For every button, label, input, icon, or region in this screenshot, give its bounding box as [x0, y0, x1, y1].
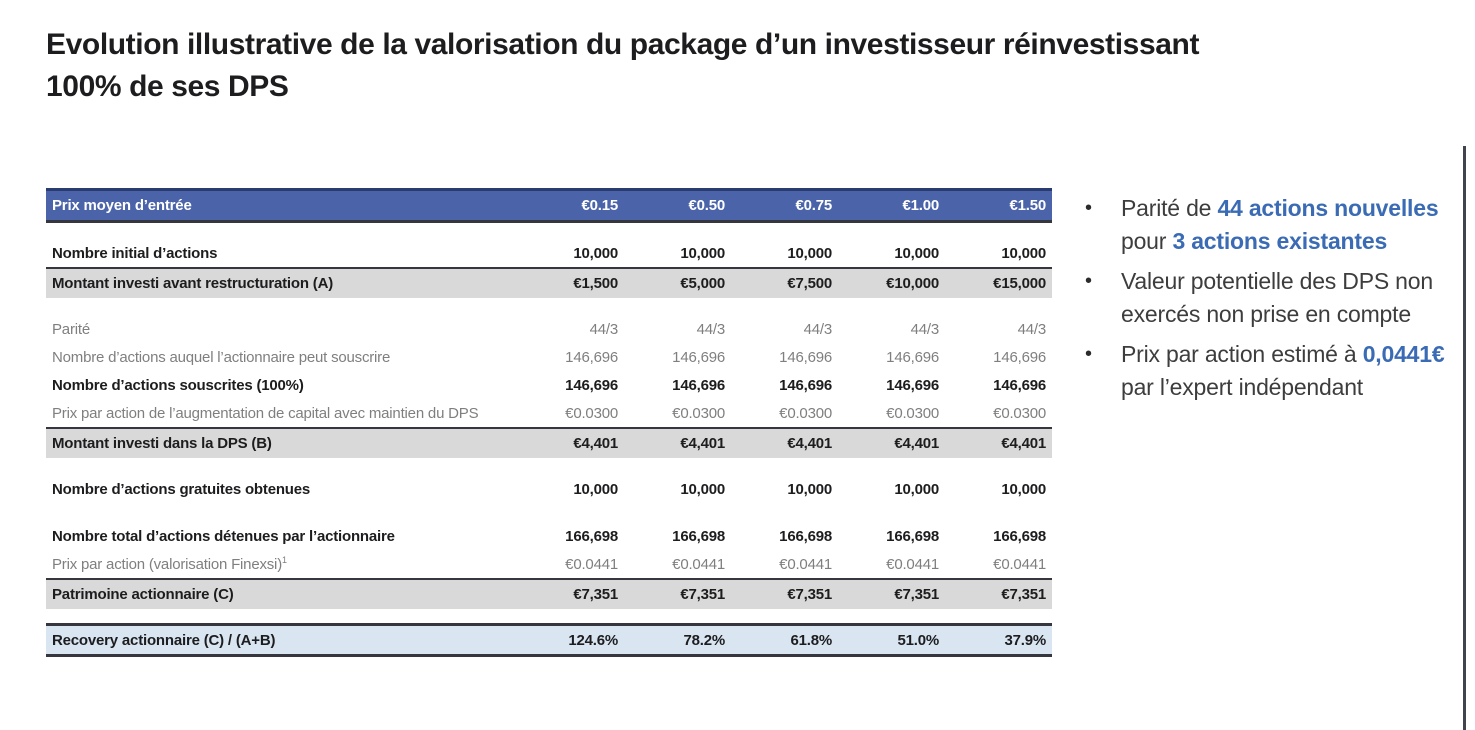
- table-cell: €4,401: [894, 435, 939, 452]
- table-cell: €15,000: [993, 275, 1046, 292]
- table-row: [46, 371, 1052, 399]
- row-label: Nombre total d’actions détenues par l’actionnaire: [52, 527, 395, 545]
- slide-edge-divider: [1463, 146, 1466, 730]
- table-spacer: [46, 609, 1052, 623]
- table-cell: €7,351: [894, 586, 939, 603]
- table-row: [46, 343, 1052, 371]
- valuation-table: [46, 188, 1052, 657]
- table-cell: 166,698: [886, 527, 939, 545]
- table-cell: €7,351: [680, 586, 725, 603]
- table-cell: 166,698: [993, 527, 1046, 545]
- table-cell: 10,000: [1001, 480, 1046, 498]
- table-cell: €0.0441: [672, 555, 725, 573]
- table-cell: €0.0300: [565, 404, 618, 422]
- note-item: [1085, 192, 1457, 258]
- table-header-row: [46, 188, 1052, 223]
- table-cell: 37.9%: [1004, 631, 1046, 649]
- table-header-cell: €0.75: [795, 197, 832, 214]
- row-label: Patrimoine actionnaire (C): [52, 586, 234, 603]
- table-cell: €7,351: [1001, 586, 1046, 603]
- table-row: [46, 550, 1052, 578]
- table-rows: [46, 223, 1052, 657]
- table-cell: 10,000: [894, 480, 939, 498]
- table-row: [46, 315, 1052, 343]
- table-cell: €0.0300: [993, 404, 1046, 422]
- row-label: Nombre d’actions gratuites obtenues: [52, 480, 311, 498]
- table-cell: €0.0441: [565, 555, 618, 573]
- table-cell: 10,000: [787, 480, 832, 498]
- table-cell: 146,696: [886, 376, 939, 394]
- table-row: [46, 578, 1052, 609]
- table-cell: 146,696: [565, 376, 618, 394]
- table-cell: €0.0300: [779, 404, 832, 422]
- table-cell: 146,696: [993, 348, 1046, 366]
- table-cell: €1,500: [573, 275, 618, 292]
- table-cell: 44/3: [1017, 320, 1046, 338]
- table-row: [46, 475, 1052, 503]
- table-cell: €7,351: [787, 586, 832, 603]
- table-cell: €7,351: [573, 586, 618, 603]
- row-label: Montant investi dans la DPS (B): [52, 435, 272, 452]
- row-label: Nombre d’actions souscrites (100%): [52, 376, 304, 394]
- table-row: [46, 427, 1052, 458]
- page-title-line-1: Evolution illustrative de la valorisation du package d’un investisseur réinvestissant: [46, 28, 1200, 61]
- note-text: Parité de 44 actions nouvelles pour 3 actions existantes: [1121, 195, 1439, 254]
- row-label: Nombre d’actions auquel l’actionnaire peut souscrire: [52, 348, 391, 366]
- table-header-cell: €0.50: [688, 197, 725, 214]
- bullet-icon: •: [1085, 197, 1093, 219]
- note-text: Prix par action estimé à 0,0441€ par l’expert indépendant: [1121, 341, 1445, 400]
- table-row: [46, 399, 1052, 427]
- table-cell: 44/3: [910, 320, 939, 338]
- notes-list: [1085, 192, 1457, 404]
- table-cell: 10,000: [573, 244, 618, 262]
- table-spacer: [46, 503, 1052, 522]
- table-cell: 166,698: [779, 527, 832, 545]
- notes-panel: [1085, 192, 1457, 411]
- row-label: Nombre initial d’actions: [52, 244, 218, 262]
- table-cell: €10,000: [886, 275, 939, 292]
- row-label: Prix par action (valorisation Finexsi)$^1$: [52, 554, 287, 573]
- table-spacer: [46, 298, 1052, 315]
- table-cell: 61.8%: [790, 631, 832, 649]
- table-cell: 146,696: [886, 348, 939, 366]
- table-cell: 124.6%: [568, 631, 618, 649]
- table-row: [46, 522, 1052, 550]
- table-spacer: [46, 223, 1052, 239]
- row-label: Montant investi avant restructuration (A): [52, 275, 333, 292]
- table-cell: 78.2%: [683, 631, 725, 649]
- note-item: [1085, 338, 1457, 404]
- footnote-marker: 1: [281, 554, 287, 565]
- table-row: [46, 239, 1052, 267]
- table-cell: 44/3: [589, 320, 618, 338]
- bullet-icon: •: [1085, 343, 1093, 365]
- table-cell: 146,696: [672, 348, 725, 366]
- table-cell: 166,698: [672, 527, 725, 545]
- table-cell: €0.0441: [886, 555, 939, 573]
- table-cell: €7,500: [787, 275, 832, 292]
- table-cell: 10,000: [1001, 244, 1046, 262]
- table-header-cell: €1.00: [902, 197, 939, 214]
- page-title: [46, 24, 1199, 108]
- note-item: [1085, 265, 1457, 331]
- table-cell: 51.0%: [897, 631, 939, 649]
- page-title-line-2: 100% de ses DPS: [46, 70, 289, 103]
- table-cell: €5,000: [680, 275, 725, 292]
- table-cell: 166,698: [565, 527, 618, 545]
- table-cell: 10,000: [894, 244, 939, 262]
- table-row: [46, 267, 1052, 298]
- table-spacer: [46, 458, 1052, 475]
- note-text: Valeur potentielle des DPS non exercés non prise en compte: [1121, 268, 1433, 327]
- table-cell: 10,000: [573, 480, 618, 498]
- table-header-cell: €1.50: [1009, 197, 1046, 214]
- table-cell: 44/3: [803, 320, 832, 338]
- table-cell: €0.0300: [672, 404, 725, 422]
- table-cell: 10,000: [680, 480, 725, 498]
- table-cell: 146,696: [779, 348, 832, 366]
- table-cell: €0.0441: [993, 555, 1046, 573]
- table-cell: 10,000: [787, 244, 832, 262]
- row-label: Prix par action de l’augmentation de capital avec maintien du DPS: [52, 404, 479, 422]
- table-cell: €4,401: [1001, 435, 1046, 452]
- table-cell: 146,696: [779, 376, 832, 394]
- bullet-icon: •: [1085, 270, 1093, 292]
- row-label: Parité: [52, 320, 90, 338]
- table-cell: €4,401: [787, 435, 832, 452]
- row-label: Recovery actionnaire (C) / (A+B): [52, 631, 276, 649]
- table-cell: 146,696: [565, 348, 618, 366]
- table-cell: 146,696: [993, 376, 1046, 394]
- table-cell: 10,000: [680, 244, 725, 262]
- table-cell: 146,696: [672, 376, 725, 394]
- table-header-cell: €0.15: [581, 197, 618, 214]
- table-cell: €0.0300: [886, 404, 939, 422]
- table-cell: €4,401: [573, 435, 618, 452]
- table-cell: €0.0441: [779, 555, 832, 573]
- table-header-label: Prix moyen d’entrée: [52, 197, 192, 214]
- table-cell: €4,401: [680, 435, 725, 452]
- table-cell: 44/3: [696, 320, 725, 338]
- table-row: [46, 623, 1052, 657]
